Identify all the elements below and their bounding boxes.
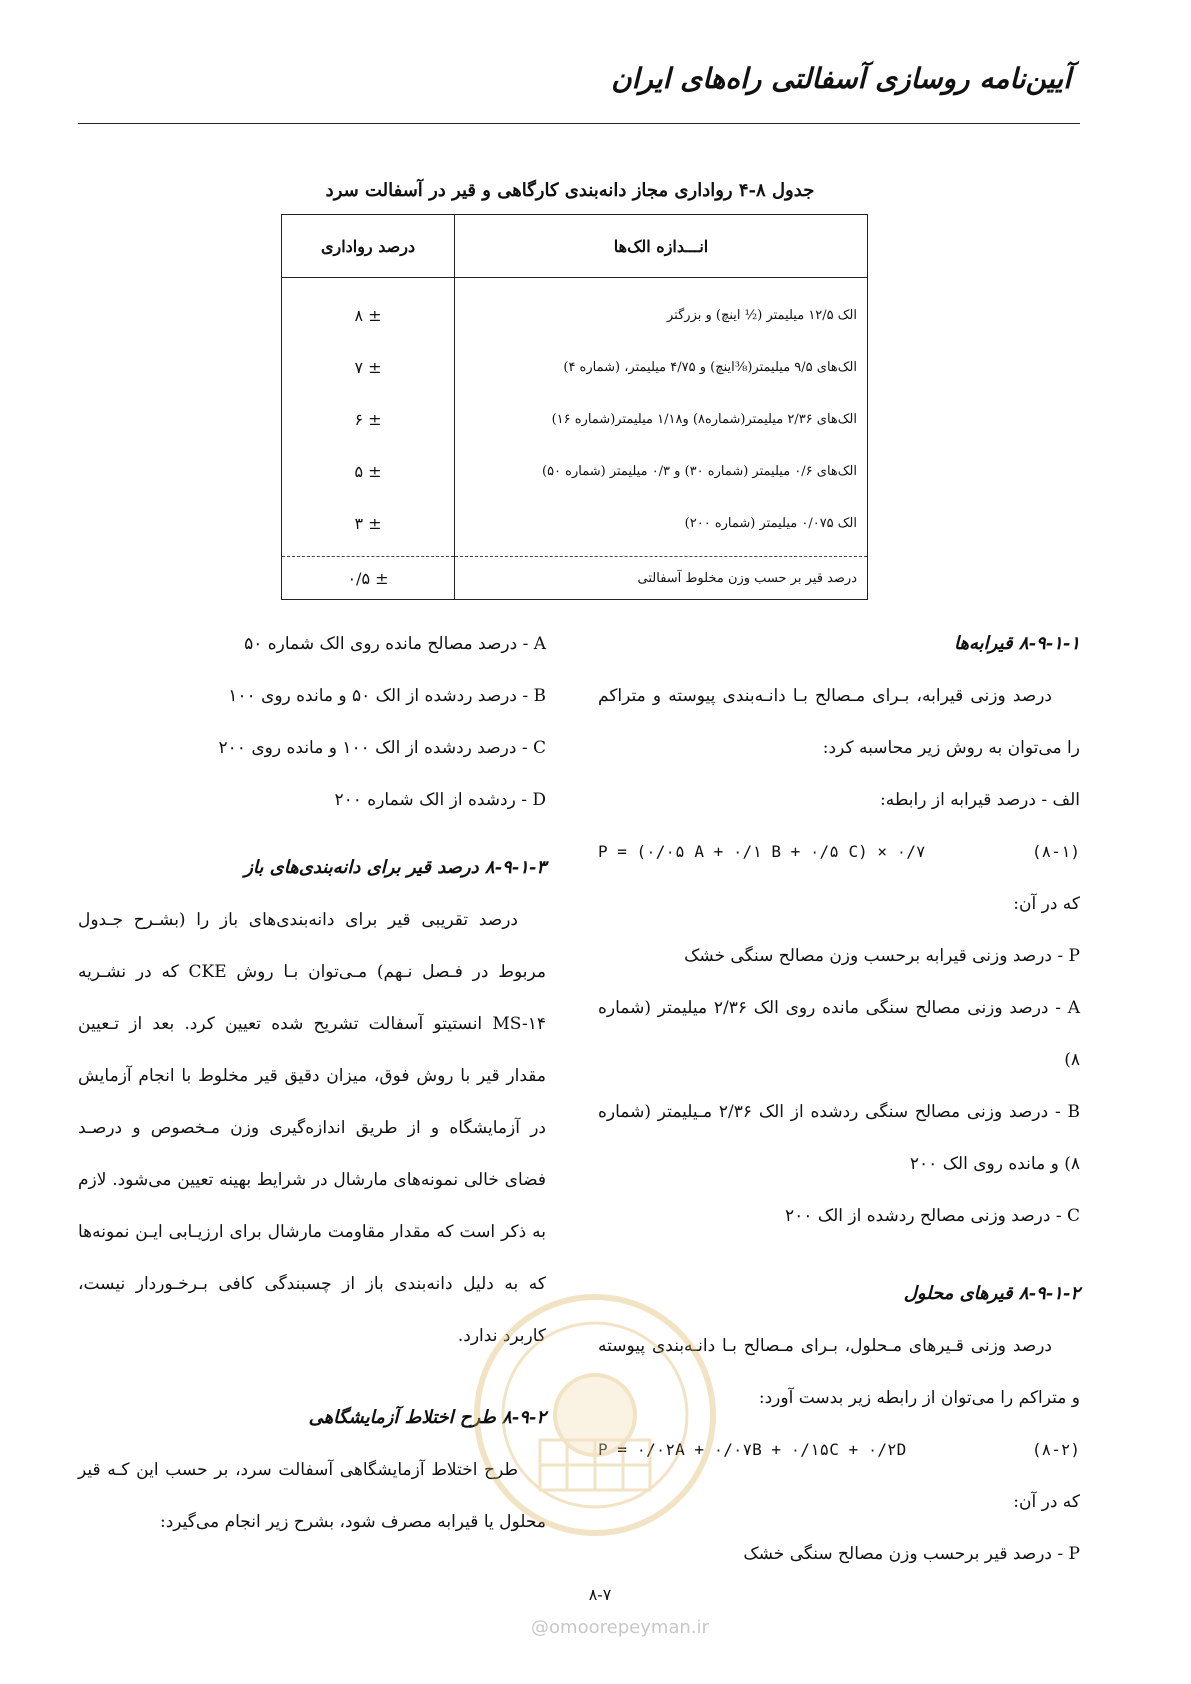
- table-row: [282, 278, 868, 342]
- table-row: [282, 341, 868, 393]
- sieve-cell: الک ۰/۰۷۵ میلیمتر (شماره ۲۰۰): [455, 497, 868, 557]
- sieve-cell: درصد قیر بر حسب وزن مخلوط آسفالتی: [455, 557, 868, 600]
- paragraph: درصد تقریبی قیر برای دانه‌بندی‌های باز را (بشـرح جـدول مربوط در فـصل نـهم) مـی‌توان بـا روش CKE که در نشـریه MS-۱۴ انستیتو آسفالت تشریح شده تعیین کرد. بعد از تـعیین مقدار قیر با روش فوق، میزان دقیق قیر مخلوط با انجام آزمایش در آزمایشگاه و از طریق اندازه‌گیری وزن مـخصوص و درصـد فضای خالی نمونه‌های مارشال در شرایط بهینه تعیین می‌شود. لازم به ذکر است که مقدار مقاومت مارشال برای ارزیـابی ایـن نمونه‌ها که به دلیل دانه‌بندی باز از چسبندگی کافی بـرخـوردار نیست، کاربرد ندارد.: [78, 910, 546, 1346]
- tolerance-cell: ± ۷: [282, 341, 455, 393]
- sieve-cell: الک‌های ۲/۳۶ میلیمتر(شماره۸) و۱/۱۸ میلیمتر(شماره ۱۶): [455, 393, 868, 445]
- watermark-seal-icon: [470, 1290, 720, 1540]
- definition-item: C - درصد وزنی مصالح ردشده از الک ۲۰۰: [785, 1206, 1080, 1226]
- definition-item: A - درصد مصالح مانده روی الک شماره ۵۰: [244, 634, 546, 654]
- section-heading-emulsions: ۸-۹-۱-۱ قیرابه‌ها: [954, 633, 1080, 654]
- spacer: [78, 826, 546, 842]
- header-tolerance: درصد رواداری: [282, 215, 455, 278]
- paragraph: الف - درصد قیرابه از رابطه:: [880, 790, 1080, 810]
- paragraph: طرح اختلاط آزمایشگاهی آسفالت سرد، بر حسب این کـه قیر محلول یا قیرابه مصرف شود، بشرح زیر انجام می‌گیرد:: [78, 1460, 546, 1532]
- definition-item: D - ردشده از الک شماره ۲۰۰: [334, 790, 546, 810]
- table-row: [282, 393, 868, 445]
- header-sieve-size: انـــدازه الک‌ها: [455, 215, 868, 278]
- table-row: [282, 445, 868, 497]
- running-header-title: آیین‌نامه روسازی آسفالتی راه‌های ایران: [611, 62, 1071, 95]
- paragraph: که در آن:: [1013, 1492, 1080, 1512]
- section-heading-cutbacks: ۸-۹-۱-۲ قیرهای محلول: [903, 1283, 1080, 1304]
- table-row: [282, 497, 868, 557]
- tolerance-table: [281, 214, 868, 600]
- tolerance-cell: ± ۸: [282, 278, 455, 342]
- definition-item: P - درصد قیر برحسب وزن مصالح سنگی خشک: [743, 1544, 1080, 1564]
- section-heading-open-graded: ۸-۹-۱-۳ درصد قیر برای دانه‌بندی‌های باز: [244, 857, 546, 878]
- sieve-cell: الک ۱۲/۵ میلیمتر (½ اینچ) و بزرگتر: [455, 278, 868, 342]
- tolerance-cell: ± ۵: [282, 445, 455, 497]
- sieve-cell: الک‌های ۰/۶ میلیمتر (شماره ۳۰) و ۰/۳ میلیمتر (شماره ۵۰): [455, 445, 868, 497]
- sieve-cell: الک‌های ۹/۵ میلیمتر(⅜اینچ) و ۴/۷۵ میلیمتر، (شماره ۴): [455, 341, 868, 393]
- tolerance-cell: ± ۳: [282, 497, 455, 557]
- paragraph: درصد وزنی قیرابه، بـرای مـصالح بـا دانـه‌بندی پیوسته و متراکم را می‌توان به روش زیر محاسبه کرد:: [598, 686, 1080, 758]
- equation-8-1: [598, 826, 1080, 878]
- definition-item: B - درصد ردشده از الک ۵۰ و مانده روی ۱۰۰: [228, 686, 546, 706]
- header-rule: [78, 123, 1080, 124]
- equation-formula: P = (۰/۰۵ A + ۰/۱ B + ۰/۵ C) × ۰/۷: [598, 842, 926, 861]
- paragraph: که در آن:: [1013, 894, 1080, 914]
- equation-number: (۸-۲): [1031, 1440, 1080, 1459]
- equation-number: (۸-۱): [1031, 842, 1080, 861]
- equation-formula: P = ۰/۰۲A + ۰/۰۷B + ۰/۱۵C + ۰/۲D: [598, 1440, 907, 1459]
- tolerance-cell: ± ۶: [282, 393, 455, 445]
- watermark-text: @omoorepeyman.ir: [531, 1617, 709, 1638]
- spacer: [598, 1242, 1080, 1268]
- section-heading-lab-mix-design: ۸-۹-۲ طرح اختلاط آزمایشگاهی: [308, 1407, 546, 1428]
- page-number: ۸-۷: [588, 1585, 612, 1604]
- definition-item: P - درصد وزنی قیرابه برحسب وزن مصالح سنگی خشک: [684, 946, 1080, 966]
- definition-item: C - درصد ردشده از الک ۱۰۰ و مانده روی ۲۰۰: [218, 738, 546, 758]
- definition-item: A - درصد وزنی مصالح سنگی مانده روی الک ۲/۳۶ میلیمتر (شماره ۸): [598, 998, 1081, 1070]
- definition-item: B - درصد وزنی مصالح سنگی ردشده از الک ۲/۳۶ مـیلیمتر (شماره ۸) و مانده روی الک ۲۰۰: [598, 1102, 1080, 1174]
- table-header-row: [282, 215, 868, 278]
- tolerance-cell: ± ۰/۵: [282, 557, 455, 600]
- paragraph: درصد وزنی قـیرهای مـحلول، بـرای مـصالح بـا دانـه‌بندی پیوسته و متراکم را می‌توان از رابطه زیر بدست آورد:: [598, 1336, 1080, 1408]
- table-row-bitumen: [282, 557, 868, 600]
- table-caption: جدول ۸-۴ رواداری مجاز دانه‌بندی کارگاهی و قیر در آسفالت سرد: [325, 180, 815, 201]
